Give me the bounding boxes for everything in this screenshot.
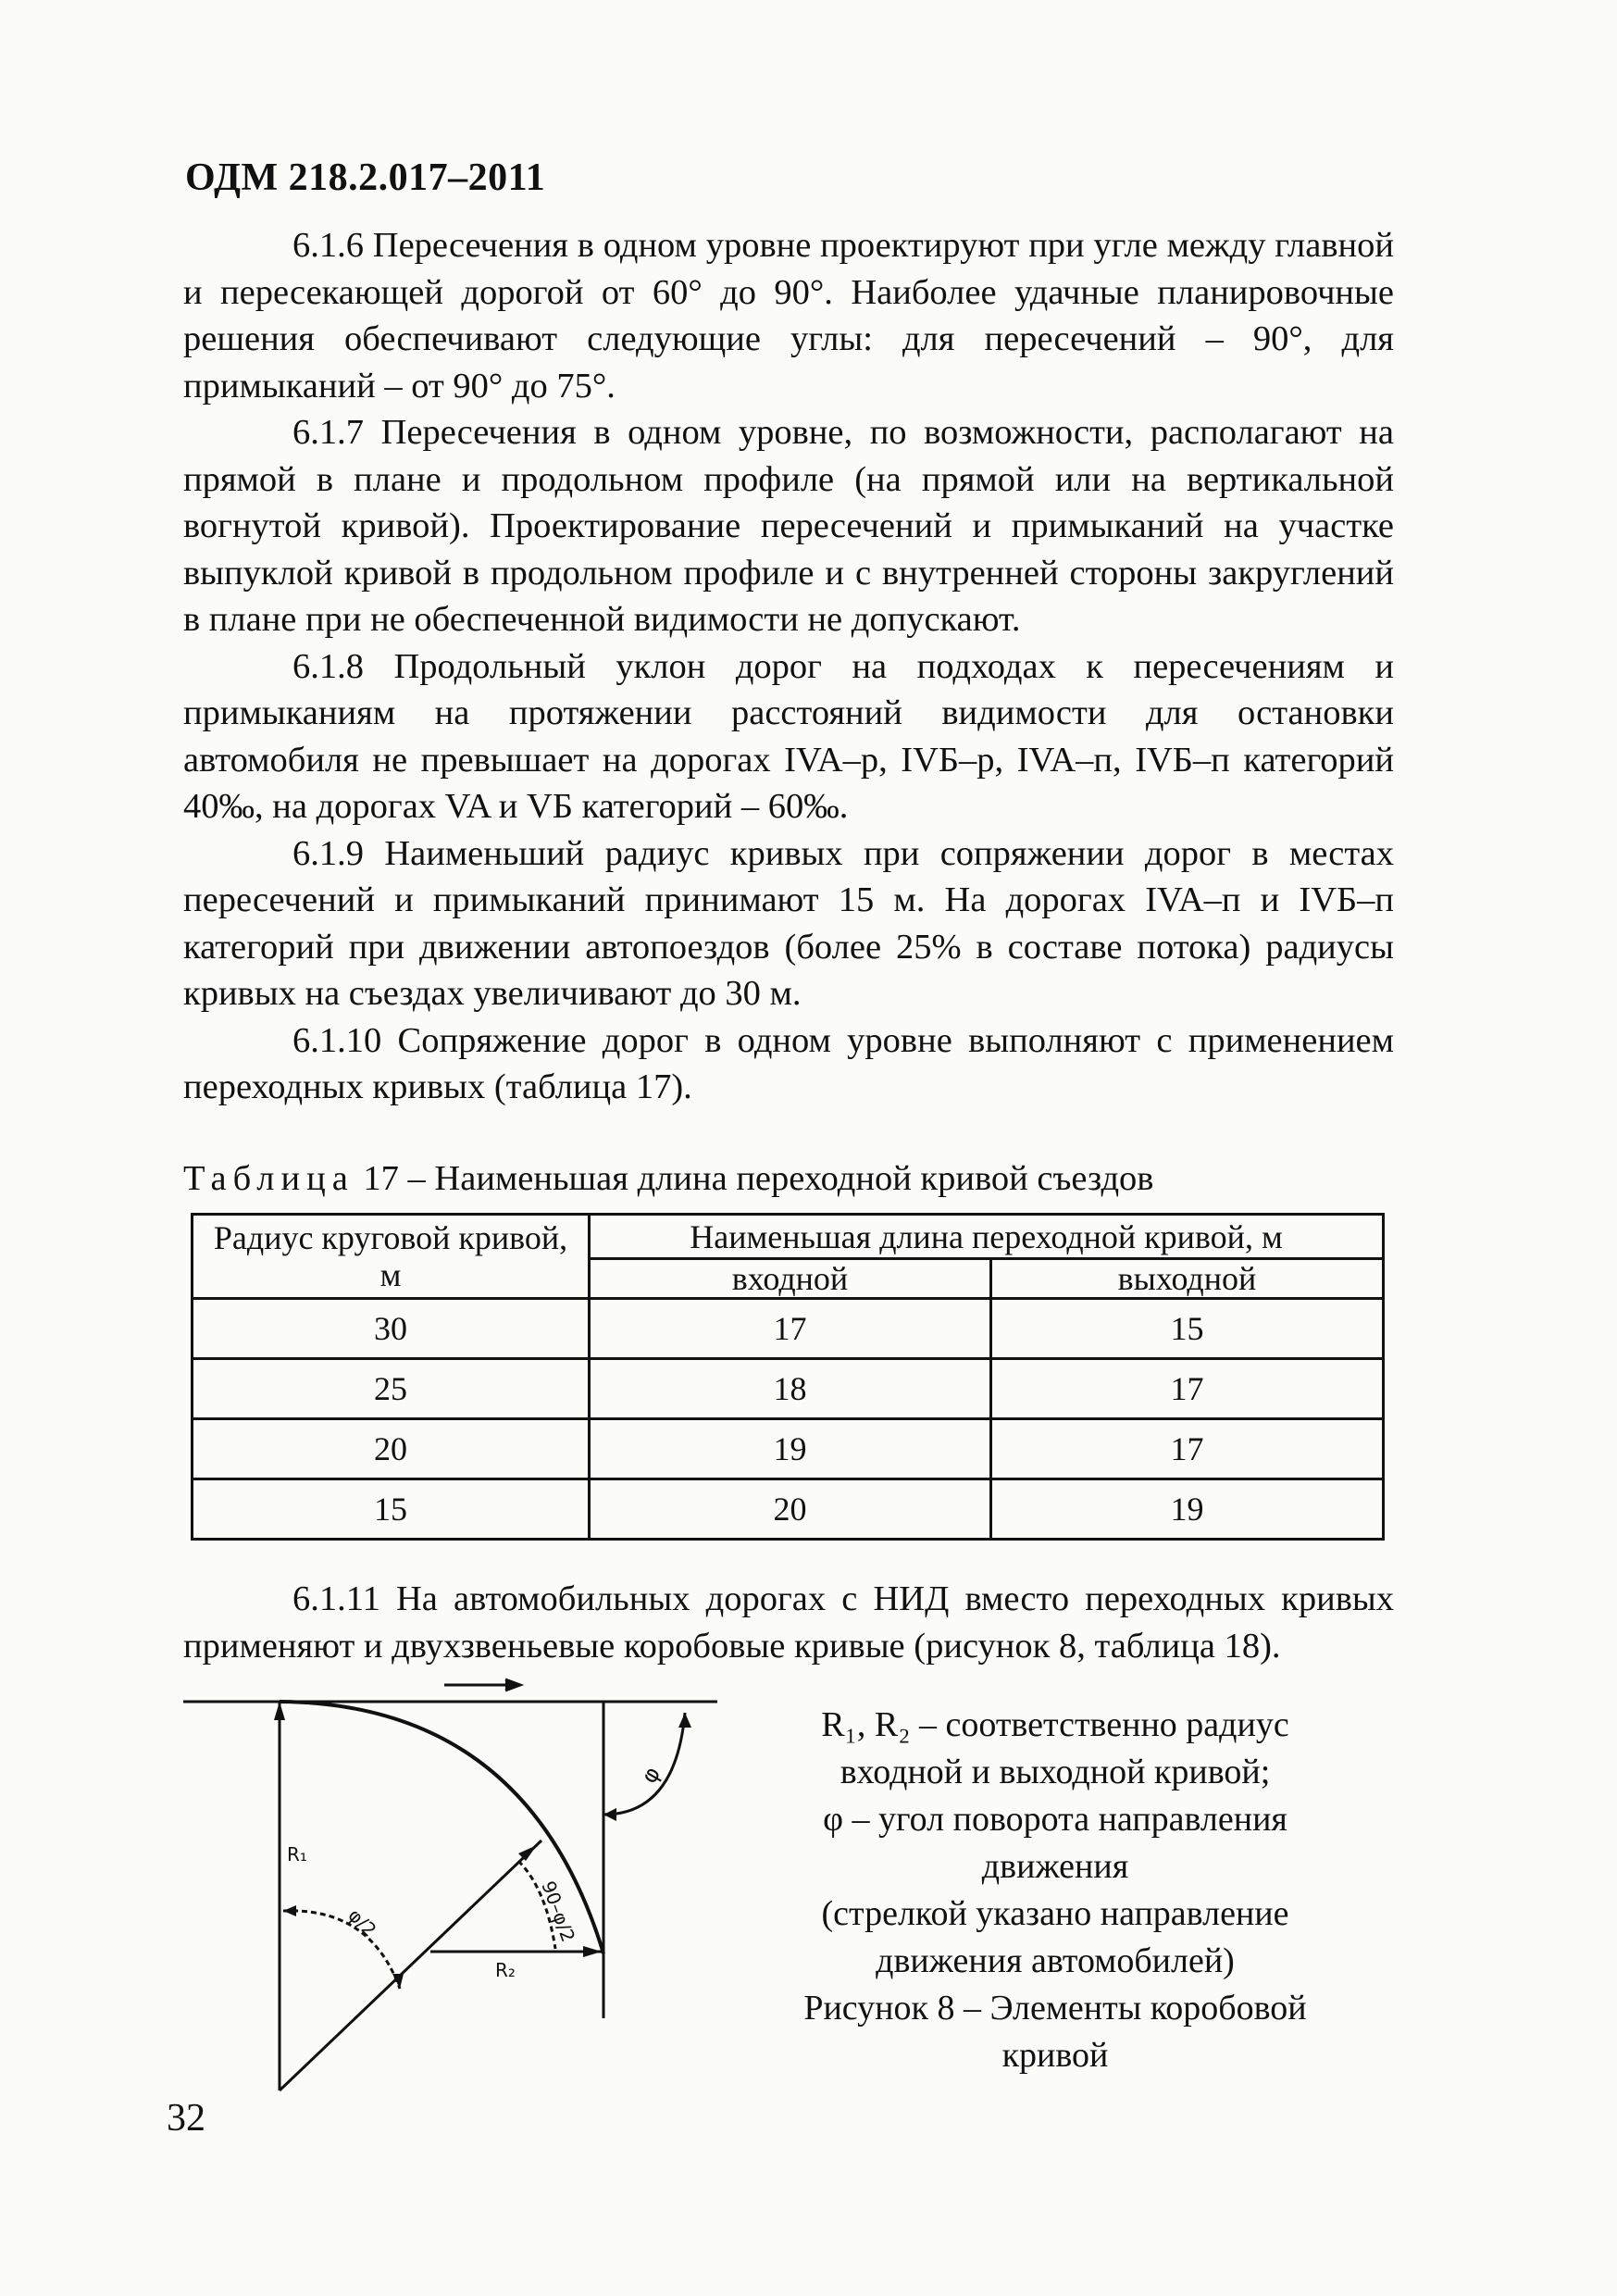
phi-half-arc xyxy=(283,1911,400,1989)
text-after-table xyxy=(183,1576,1394,1669)
legend-line: входной и выходной кривой; xyxy=(840,1753,1271,1791)
phi-arrowhead-left xyxy=(603,1808,616,1821)
cell-exit: 19 xyxy=(990,1479,1383,1540)
r1-arrowhead xyxy=(274,1702,285,1720)
paragraph-6-1-7: 6.1.7 Пересечения в одном уровне, по возможности, располагают на прямой в плане и продольном профиле (на прямой или на вертикальной вогнутой кривой). Проектирование пересечений и примыканий на участке выпуклой кривой в продольном профиле и с внутренней стороны закруглений в плане при не обеспеченной видимости не допускают. xyxy=(183,413,1394,639)
paragraph-6-1-10: 6.1.10 Сопряжение дорог в одном уровне выполняют с применением переходных кривых (таблица 17). xyxy=(183,1020,1394,1106)
table-header-row xyxy=(193,1215,1384,1259)
header-radius xyxy=(193,1215,590,1299)
header-radius-line1: Радиус круговой кривой, xyxy=(213,1219,568,1256)
paragraph-6-1-9: 6.1.9 Наименьший радиус кривых при сопряжении дорог в местах пересечений и примыканий принимают 15 м. На дорогах IVA–п и IVБ–п категорий при движении автопоездов (более 25% в составе потока) радиусы кривых на съездах увеличивают до 30 м. xyxy=(183,833,1394,1013)
paragraph-6-1-6: 6.1.6 Пересечения в одном уровне проектируют при угле между главной и пересекающей дорогой от 60° до 90°. Наиболее удачные планировочные решения обеспечивают следующие углы: для пересечений – 90°, для примыканий – от 90° до 75°. xyxy=(183,226,1394,406)
cell-entry: 17 xyxy=(590,1299,991,1359)
cell-radius: 25 xyxy=(193,1359,590,1419)
header-radius-line2: м xyxy=(379,1256,402,1293)
header-min-length: Наименьшая длина переходной кривой, м xyxy=(590,1215,1384,1259)
cell-radius: 20 xyxy=(193,1419,590,1479)
label-ninety-minus-phi-half: 90–φ/2 xyxy=(537,1878,580,1945)
cell-exit: 17 xyxy=(990,1359,1383,1419)
document-code: ОДМ 218.2.017–2011 xyxy=(185,156,546,199)
legend-line: R₁, R₂ – соответственно радиус xyxy=(821,1705,1289,1744)
table-row xyxy=(193,1419,1384,1479)
main-text xyxy=(183,222,1394,1111)
label-phi: φ xyxy=(635,1762,666,1788)
phi-half-arrowhead xyxy=(283,1905,296,1916)
table-caption-label: Таблица xyxy=(183,1159,354,1198)
legend-line: движения автомобилей) xyxy=(876,1941,1235,1980)
legend-line: (стрелкой указано направление xyxy=(821,1894,1289,1933)
legend-line: φ – угол поворота направления xyxy=(823,1800,1287,1839)
cell-entry: 18 xyxy=(590,1359,991,1419)
direction-arrowhead xyxy=(505,1679,520,1691)
cell-radius: 30 xyxy=(193,1299,590,1359)
paragraph-6-1-8: 6.1.8 Продольный уклон дорог на подходах к пересечениям и примыканиям на протяжении расстояний видимости для остановки автомобиля не превышает на дорогах IVA–р, IVБ–р, IVA–п, IVБ–п категорий 40‰, на дорогах VA и VБ категорий – 60‰. xyxy=(183,646,1394,826)
header-exit: выходной xyxy=(990,1259,1383,1299)
figure-8-compound-curve xyxy=(176,1676,731,2111)
cell-exit: 15 xyxy=(990,1299,1383,1359)
table-caption-title: 17 – Наименьшая длина переходной кривой съездов xyxy=(354,1159,1154,1198)
table-caption xyxy=(183,1157,1387,1200)
r2-arrowhead xyxy=(583,1946,602,1957)
figure-caption: Рисунок 8 – Элементы коробовой xyxy=(803,1989,1307,2028)
label-r1: R₁ xyxy=(287,1843,307,1866)
table-row xyxy=(193,1479,1384,1540)
cell-radius: 15 xyxy=(193,1479,590,1540)
header-entry: входной xyxy=(590,1259,991,1299)
paragraph-6-1-11: 6.1.11 На автомобильных дорогах с НИД вместо переходных кривых применяют и двухзвеньевые коробовые кривые (рисунок 8, таблица 18). xyxy=(183,1579,1394,1666)
cell-exit: 17 xyxy=(990,1419,1383,1479)
label-phi-half: φ/2 xyxy=(343,1903,381,1941)
phi-arrowhead-top xyxy=(678,1713,691,1728)
figure-8-legend xyxy=(759,1702,1351,2079)
figure-caption: кривой xyxy=(1001,2036,1109,2075)
cell-entry: 19 xyxy=(590,1419,991,1479)
label-r2: R₂ xyxy=(495,1959,516,1981)
table-row xyxy=(193,1299,1384,1359)
table-row xyxy=(193,1359,1384,1419)
legend-line: движения xyxy=(981,1847,1129,1886)
page-number: 32 xyxy=(167,2097,205,2140)
cell-entry: 20 xyxy=(590,1479,991,1540)
table-17 xyxy=(191,1213,1385,1541)
